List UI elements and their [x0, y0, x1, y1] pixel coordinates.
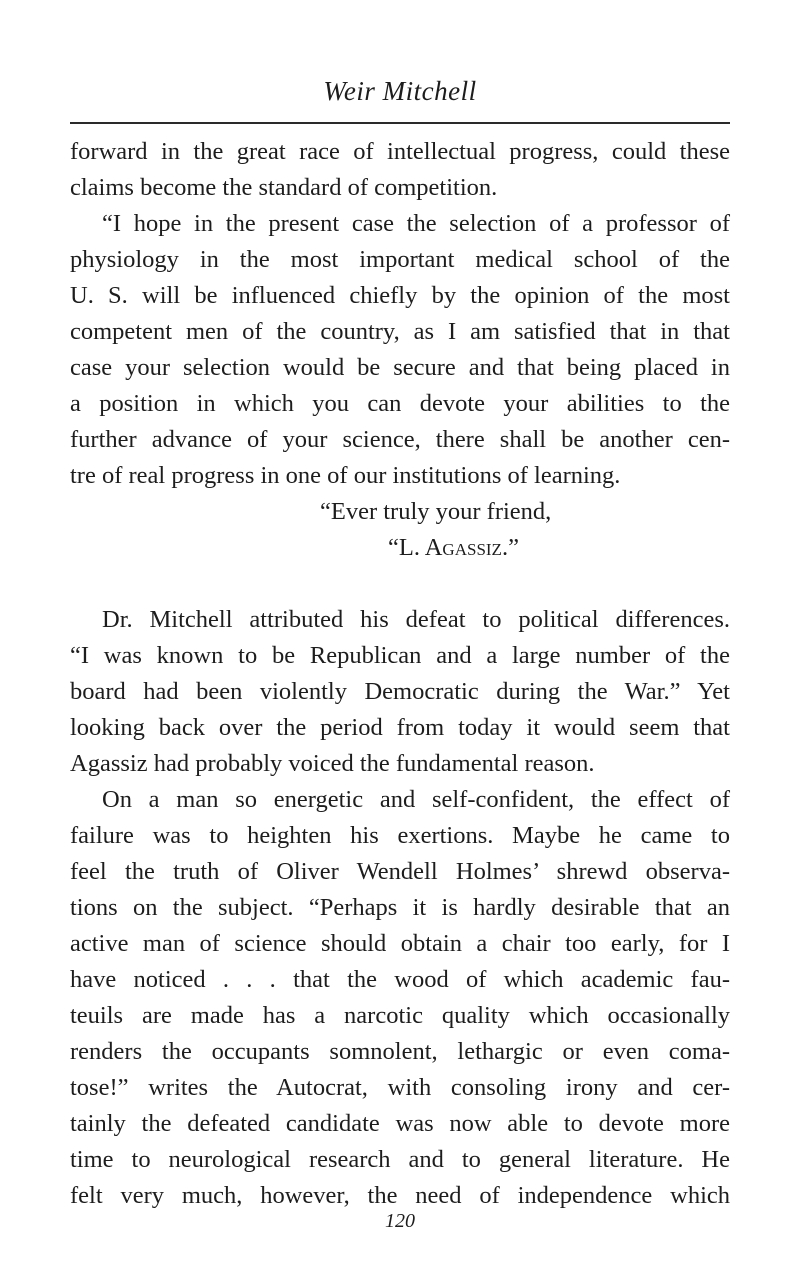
page-number: 120	[385, 1210, 415, 1232]
text-line: competent men of the country, as I am satisfied that in that	[70, 318, 730, 345]
text-line: tose!” writes the Autocrat, with consoling irony and cer-	[70, 1074, 730, 1101]
text-line: renders the occupants somnolent, lethargic or even coma-	[70, 1038, 730, 1065]
text-line: board had been violently Democratic during the War.” Yet	[70, 678, 730, 705]
text-line: Dr. Mitchell attributed his defeat to political differences.	[102, 606, 730, 633]
text-line: feel the truth of Oliver Wendell Holmes’ shrewd observa-	[70, 858, 730, 885]
text-line: further advance of your science, there shall be another cen-	[70, 426, 730, 453]
text-line: physiology in the most important medical school of the	[70, 246, 730, 273]
paragraph-gap	[70, 566, 730, 602]
text-line: “I hope in the present case the selection of a professor of	[102, 210, 730, 237]
text-line: tainly the defeated candidate was now able to devote more	[70, 1110, 730, 1137]
text-line: have noticed . . . that the wood of which academic fau-	[70, 966, 730, 993]
header-rule	[70, 122, 730, 124]
running-head: Weir Mitchell	[323, 76, 477, 106]
text-line: felt very much, however, the need of independence which	[70, 1182, 730, 1209]
text-line: looking back over the period from today it would seem that	[70, 714, 730, 741]
text-line: failure was to heighten his exertions. Maybe he came to	[70, 822, 730, 849]
text-line: claims become the standard of competition.	[70, 174, 498, 201]
text-line: forward in the great race of intellectual progress, could these	[70, 138, 730, 165]
text-line: a position in which you can devote your abilities to the	[70, 390, 730, 417]
text-line: U. S. will be influenced chiefly by the opinion of the most	[70, 282, 730, 309]
page-body	[70, 134, 730, 1214]
letter-signature: “L. Agassiz.”	[388, 534, 519, 561]
text-line: Agassiz had probably voiced the fundamental reason.	[70, 750, 595, 777]
text-line: tre of real progress in one of our institutions of learning.	[70, 462, 621, 489]
text-line: time to neurological research and to general literature. He	[70, 1146, 730, 1173]
text-line: On a man so energetic and self-confident, the effect of	[102, 786, 730, 813]
text-line: teuils are made has a narcotic quality which occasionally	[70, 1002, 730, 1029]
letter-closing: “Ever truly your friend,	[320, 498, 552, 525]
text-line: active man of science should obtain a chair too early, for I	[70, 930, 730, 957]
text-line: “I was known to be Republican and a large number of the	[70, 642, 730, 669]
text-line: tions on the subject. “Perhaps it is hardly desirable that an	[70, 894, 730, 921]
text-line: case your selection would be secure and that being placed in	[70, 354, 730, 381]
